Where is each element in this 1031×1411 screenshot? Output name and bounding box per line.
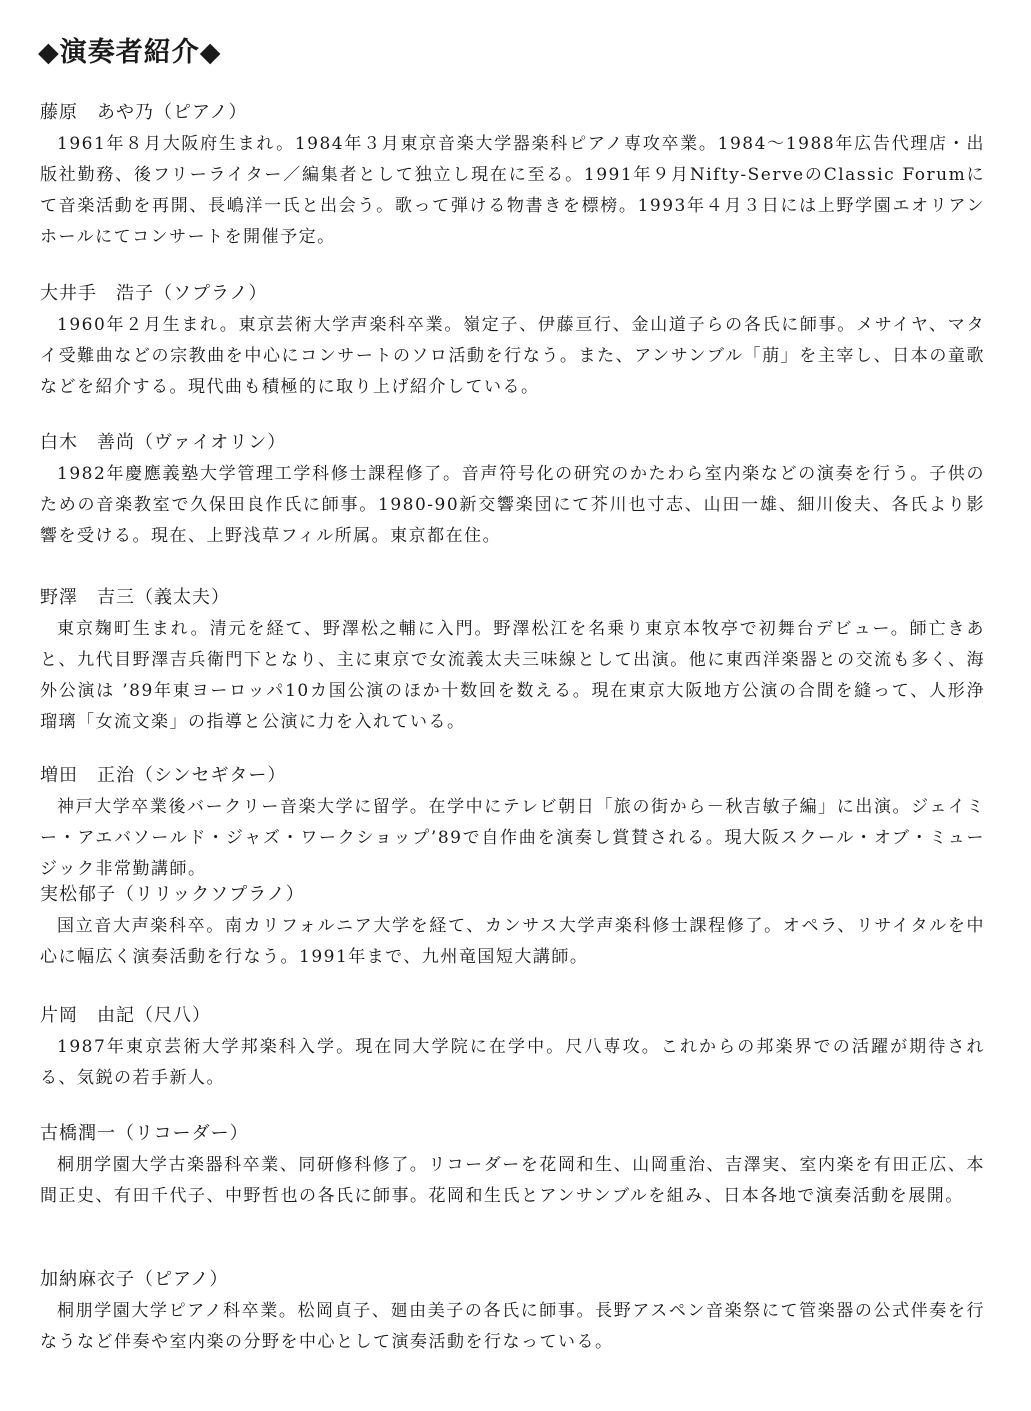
performer-bio: 東京麹町生まれ。清元を経て、野澤松之輔に入門。野澤松江を名乗り東京本牧亭で初舞台デビュー。師亡きあと、九代目野澤吉兵衛門下となり、主に東京で女流義太夫三味線として出演。他に東西洋楽器との交流も多く、海外公演は ’89年東ヨーロッパ10カ国公演のほか十数回を数える。現在東京大阪地方公演の合間を縫って、人形浄瑠璃「女流文楽」の指導と公演に力を入れている。: [40, 619, 985, 732]
performer-kataoka: [40, 1000, 985, 1094]
performer-bio: 国立音大声楽科卒。南カリフォルニア大学を経て、カンサス大学声楽科修士課程修了。オペラ、リサイタルを中心に幅広く演奏活動を行なう。1991年まで、九州竜国短大講師。: [40, 916, 985, 967]
performer-bio: 1987年東京芸術大学邦楽科入学。現在同大学院に在学中。尺八専攻。これからの邦楽界での活躍が期待される、気鋭の若手新人。: [40, 1037, 985, 1088]
performer-sanematsu: [40, 879, 985, 973]
performer-furuhashi: [40, 1118, 985, 1212]
performer-kanou: [40, 1264, 985, 1358]
performer-shiraki: [40, 427, 985, 552]
performer-bio: 1982年慶應義塾大学管理工学科修士課程修了。音声符号化の研究のかたわら室内楽などの演奏を行う。子供のための音楽教室で久保田良作氏に師事。1980-90新交響楽団にて芥川也寸志、山田一雄、細川俊夫、各氏より影響を受ける。現在、上野浅草フィル所属。東京都在住。: [40, 464, 985, 546]
performer-bio: 1960年２月生まれ。東京芸術大学声楽科卒業。嶺定子、伊藤亘行、金山道子らの各氏に師事。メサイヤ、マタイ受難曲などの宗教曲を中心にコンサートのソロ活動を行なう。また、アンサンブル「萠」を主宰し、日本の童歌などを紹介する。現代曲も積極的に取り上げ紹介している。: [40, 315, 985, 397]
performer-name: 片岡 由記（尺八）: [40, 1005, 211, 1026]
performer-name: 野澤 吉三（義太夫）: [40, 587, 230, 608]
performer-name: 増田 正治（シンセギター）: [40, 765, 287, 786]
page-title: ◆演奏者紹介◆: [38, 37, 222, 68]
performer-bio: 桐朋学園大学古楽器科卒業、同研修科修了。リコーダーを花岡和生、山岡重治、吉澤実、室内楽を有田正広、本間正史、有田千代子、中野哲也の各氏に師事。花岡和生氏とアンサンブルを組み、日本各地で演奏活動を展開。: [40, 1155, 985, 1206]
performer-name: 加納麻衣子（ピアノ）: [40, 1269, 229, 1290]
performer-nozawa: [40, 582, 985, 738]
performer-ooide: [40, 278, 985, 403]
performer-name: 古橋潤一（リコーダー）: [40, 1123, 249, 1144]
performer-masuda: [40, 760, 985, 885]
performer-name: 大井手 浩子（ソプラノ）: [40, 283, 268, 304]
performer-bio: 桐朋学園大学ピアノ科卒業。松岡貞子、廻由美子の各氏に師事。長野アスペン音楽祭にて管楽器の公式伴奏を行なうなど伴奏や室内楽の分野を中心として演奏活動を行なっている。: [40, 1301, 985, 1352]
performer-bio: 神戸大学卒業後バークリー音楽大学に留学。在学中にテレビ朝日「旅の街から－秋吉敏子編」に出演。ジェイミー・アエバソールド・ジャズ・ワークショップ’89で自作曲を演奏し賞賛される。現大阪スクール・オブ・ミュージック非常勤講師。: [40, 797, 985, 879]
performer-name: 実松郁子（リリックソプラノ）: [40, 884, 305, 905]
performer-name: 白木 善尚（ヴァイオリン）: [40, 432, 287, 453]
performer-name: 藤原 あや乃（ピアノ）: [40, 102, 248, 123]
performer-fujiwara: [40, 97, 985, 253]
performer-bio: 1961年８月大阪府生まれ。1984年３月東京音楽大学器楽科ピアノ専攻卒業。1984～1988年広告代理店・出版社勤務、後フリーライター／編集者として独立し現在に至る。1991年９月Nifty-ServeのClassic Forumにて音楽活動を再開、長嶋洋一氏と出会う。歌って弾ける物書きを標榜。1993年４月３日には上野学園エオリアンホールにてコンサートを開催予定。: [40, 134, 985, 247]
